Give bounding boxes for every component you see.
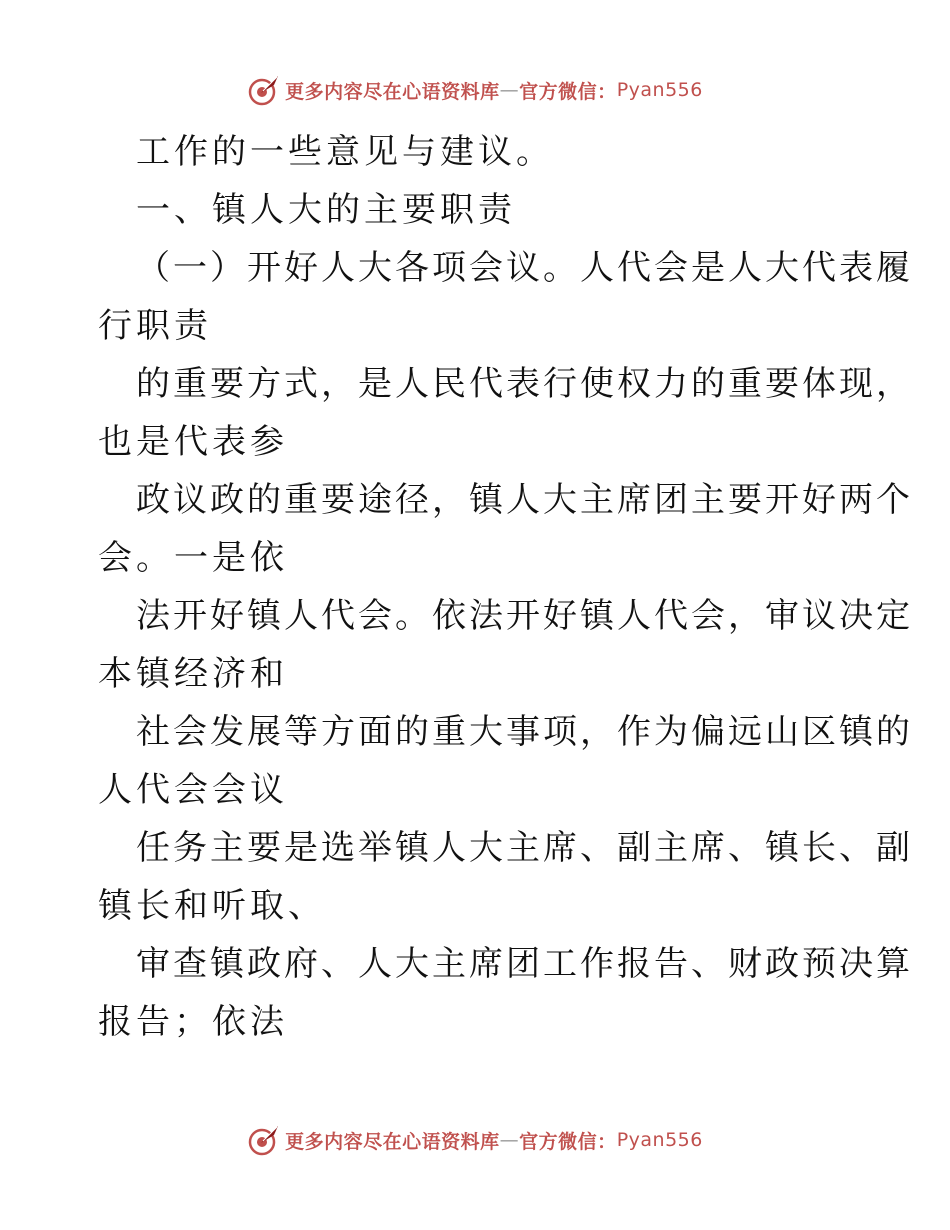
paragraph-line: 会。一是依 [98,538,288,578]
paragraph-line: 镇长和听取、 [98,886,326,926]
footer-dash: — [499,1129,520,1151]
footer-wechat-label: 官方微信： [519,1130,617,1153]
paragraph-line: 的重要方式，是人民代表行使权力的重要体现， [136,364,913,404]
footer-wechat-id: Pyan556 [616,1129,703,1151]
paragraph-line: 政议政的重要途径，镇人大主席团主要开好两个 [136,480,913,520]
paragraph-line: 本镇经济和 [98,654,288,694]
paragraph-line: 工作的一些意见与建议。 [136,132,554,172]
footer-banner [0,1120,950,1160]
header-wechat-label: 官方微信： [519,80,617,103]
footer-site-text: 更多内容尽在心语资料库 [285,1130,500,1153]
paragraph-line: 行职责 [98,306,212,346]
header-dash: — [499,79,520,101]
paragraph-line: 审查镇政府、人大主席团工作报告、财政预决算 [136,944,913,984]
paragraph-line: （一）开好人大各项会议。人代会是人大代表履 [136,248,913,288]
paragraph-line: 社会发展等方面的重大事项，作为偏远山区镇的 [136,712,913,752]
header-banner [0,70,950,110]
quill-pen-logo-icon [247,1123,281,1157]
paragraph-line: 报告；依法 [98,1002,288,1042]
header-site-text: 更多内容尽在心语资料库 [285,80,500,103]
section-heading: 一、镇人大的主要职责 [136,190,516,230]
paragraph-line: 任务主要是选举镇人大主席、副主席、镇长、副 [136,828,913,868]
paragraph-line: 法开好镇人代会。依法开好镇人代会，审议决定 [136,596,913,636]
document-body [98,123,913,1051]
header-wechat-id: Pyan556 [616,79,703,101]
paragraph-line: 人代会会议 [98,770,288,810]
quill-pen-logo-icon [247,73,281,107]
paragraph-line: 也是代表参 [98,422,288,462]
